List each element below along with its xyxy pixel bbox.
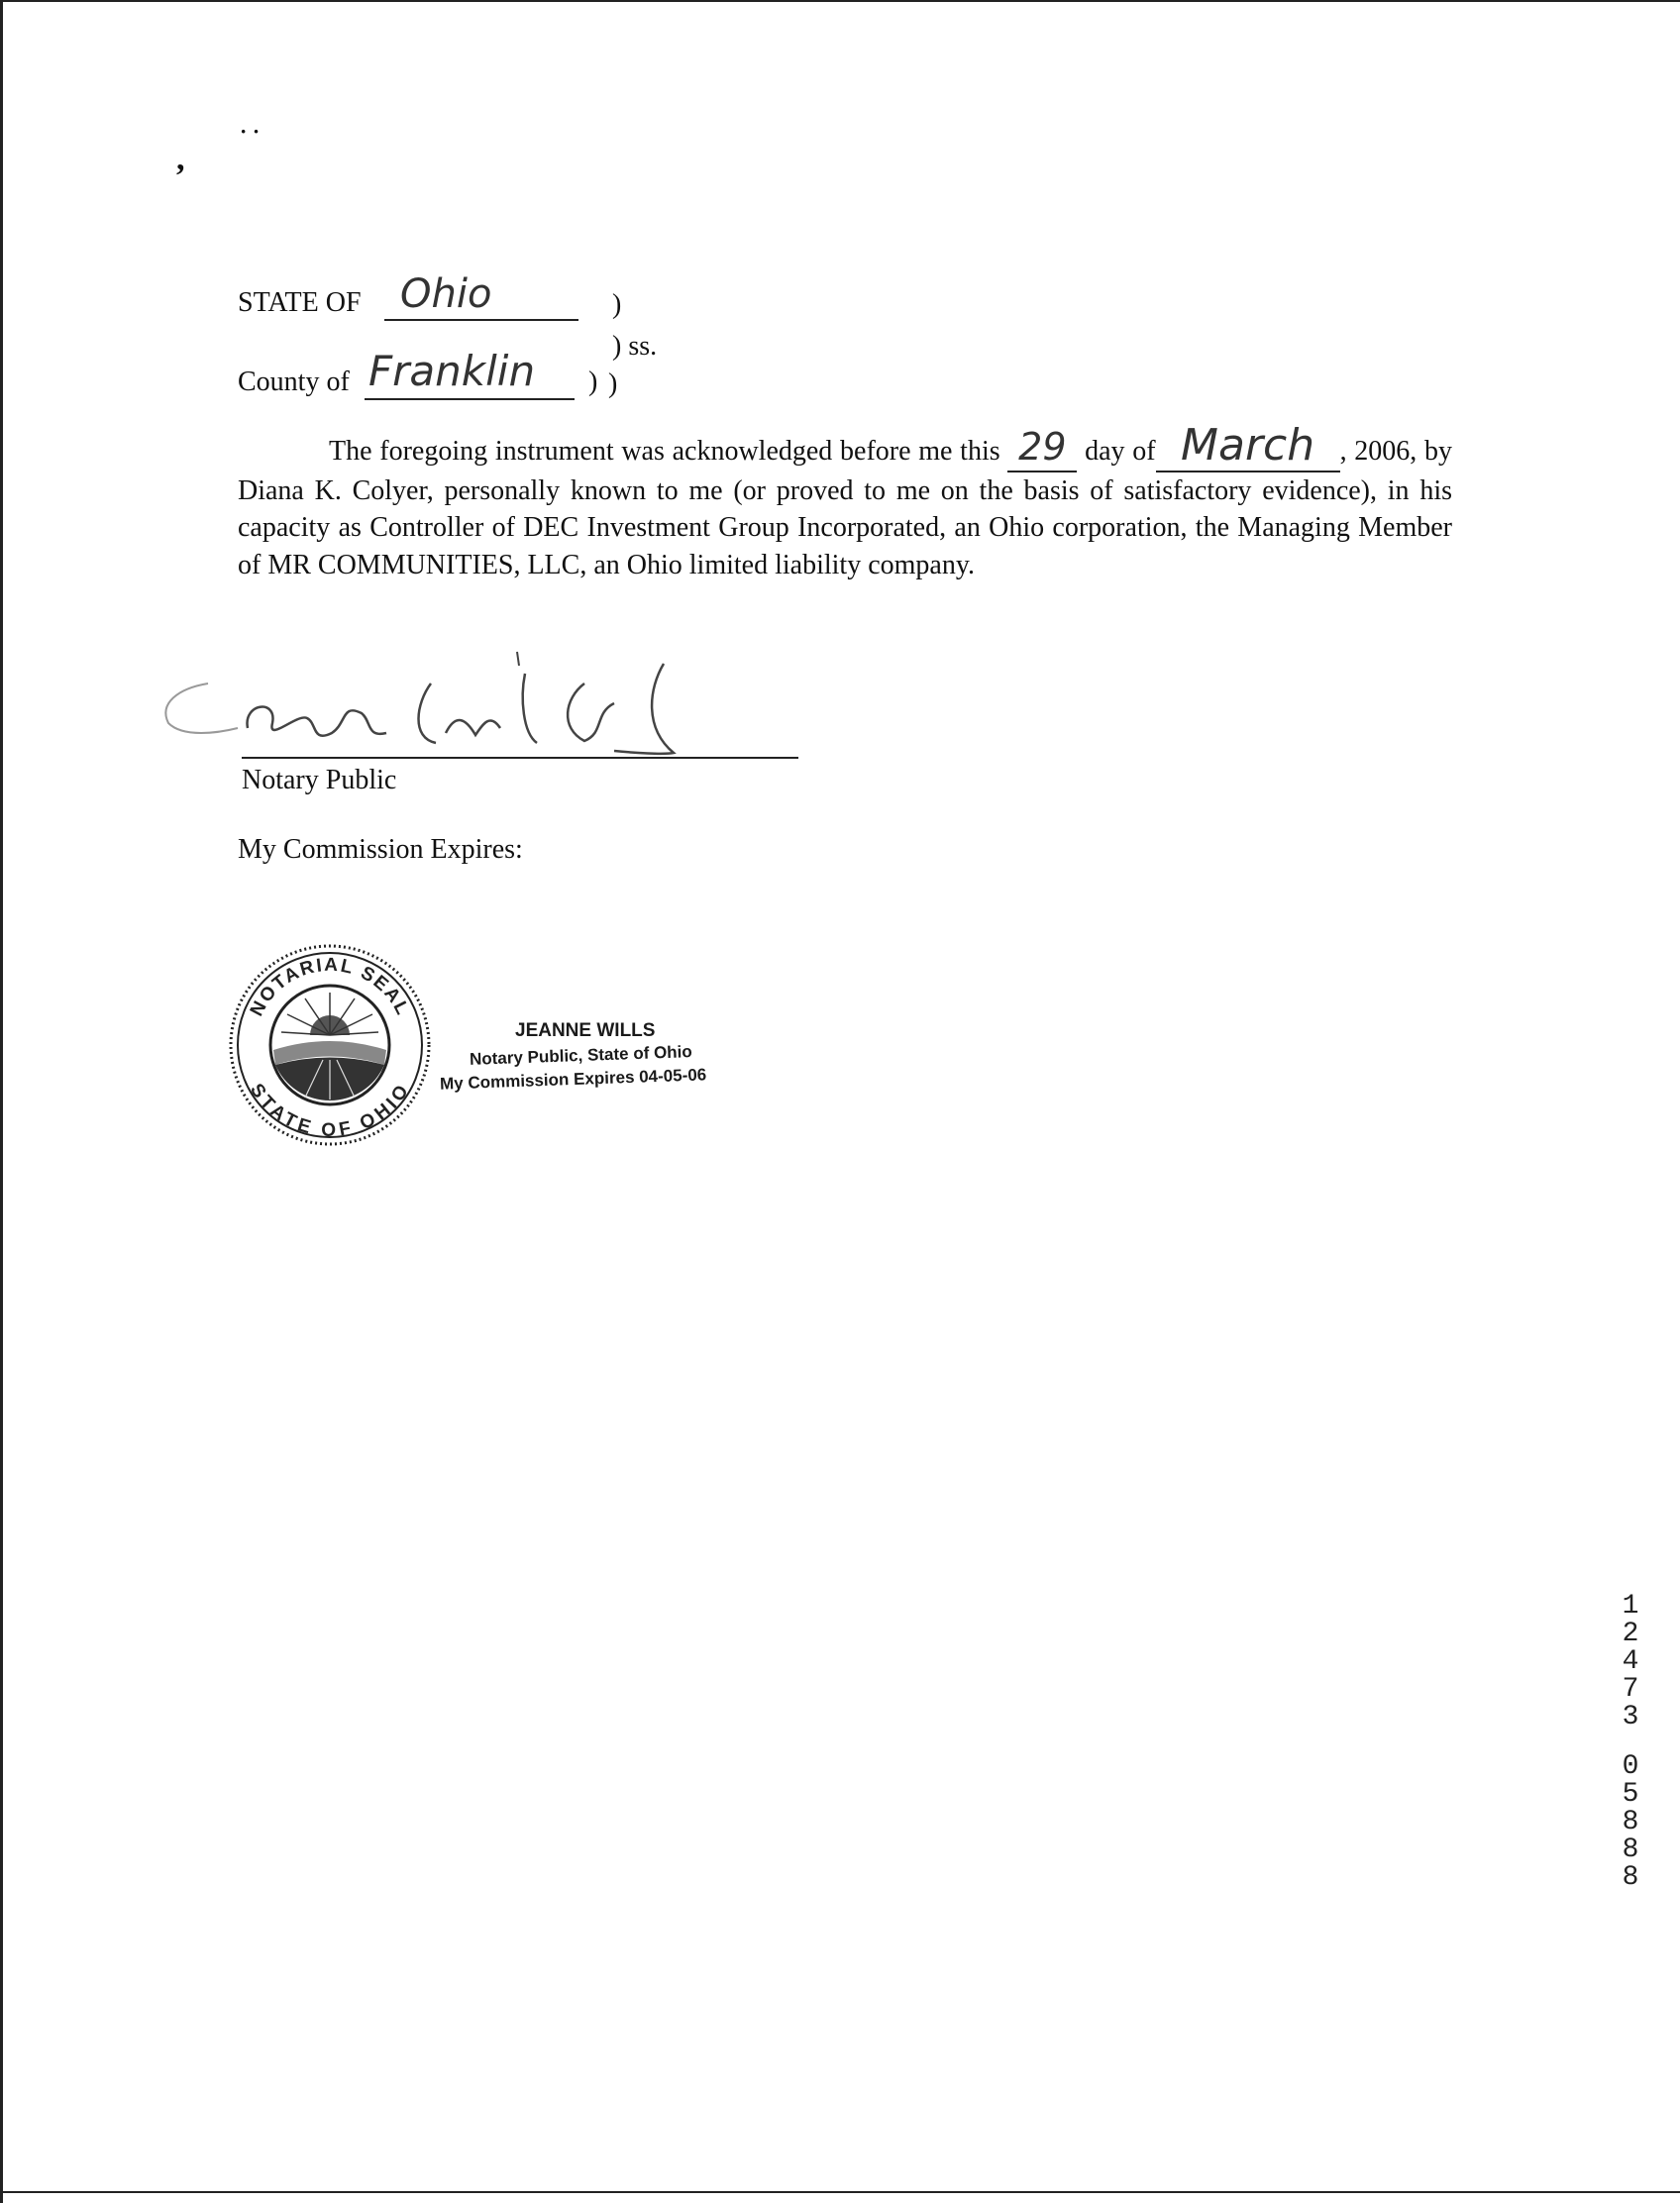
ss-marker: ) ss. bbox=[612, 331, 658, 362]
ack-text-3: , 2006, by Diana K. Colyer, personally known to me (or proved to me on the basis of satisfactory evidence), in his capacity as Controller of DEC Investment Group Incorporated, an Ohio corporation, the Managing Member of MR COMMUNITIES, LLC, an Ohio limited liability company. bbox=[238, 436, 1453, 580]
notarial-seal bbox=[226, 941, 434, 1149]
docnum-digit: 1 bbox=[1622, 1591, 1639, 1622]
scan-mark: , bbox=[176, 141, 185, 177]
notary-title: Notary Public, State of Ohio bbox=[469, 1042, 693, 1069]
state-handwritten-value: Ohio bbox=[400, 271, 492, 317]
docnum-digit: 4 bbox=[1622, 1646, 1639, 1677]
paren: ) bbox=[612, 289, 622, 320]
seal-top-text: NOTARIAL SEAL bbox=[246, 954, 414, 1020]
county-blank bbox=[365, 398, 575, 400]
docnum-digit: 5 bbox=[1622, 1779, 1639, 1810]
docnum-digit: 8 bbox=[1622, 1807, 1639, 1837]
county-handwritten-value: Franklin bbox=[368, 347, 536, 395]
docnum-digit: 2 bbox=[1622, 1619, 1639, 1649]
document-number bbox=[1617, 1593, 1644, 1892]
day-handwritten: 29 bbox=[1018, 425, 1067, 469]
scan-border-top bbox=[0, 0, 1680, 2]
docnum-digit: 3 bbox=[1622, 1702, 1639, 1732]
month-handwritten: March bbox=[1181, 420, 1315, 471]
paren: ) bbox=[588, 367, 598, 397]
state-blank bbox=[384, 319, 578, 321]
seal-bottom-text: STATE OF OHIO bbox=[245, 1080, 414, 1141]
month-blank bbox=[1156, 420, 1340, 472]
notary-name: JEANNE WILLS bbox=[515, 1020, 656, 1041]
scan-border-left bbox=[0, 0, 3, 2203]
day-blank bbox=[1007, 425, 1077, 472]
county-label: County of bbox=[238, 367, 350, 397]
acknowledgment-paragraph bbox=[238, 420, 1453, 583]
docnum-digit: 7 bbox=[1622, 1674, 1639, 1705]
docnum-digit: 8 bbox=[1622, 1862, 1639, 1893]
scan-mark: · · bbox=[240, 119, 261, 144]
signature-line bbox=[242, 757, 798, 759]
docnum-gap bbox=[1617, 1731, 1644, 1753]
ack-text-2: day of bbox=[1085, 436, 1156, 467]
docnum-digit: 0 bbox=[1622, 1751, 1639, 1782]
docnum-digit: 8 bbox=[1622, 1835, 1639, 1865]
notary-expiration: My Commission Expires 04-05-06 bbox=[439, 1065, 707, 1094]
state-label: STATE OF bbox=[238, 287, 362, 318]
notary-signature bbox=[149, 644, 703, 763]
notary-public-label: Notary Public bbox=[242, 765, 397, 795]
commission-expires-label: My Commission Expires: bbox=[238, 834, 523, 865]
seal-emblem bbox=[273, 993, 386, 1101]
ack-text-1: The foregoing instrument was acknowledged before me this bbox=[329, 436, 1000, 467]
paren: ) bbox=[608, 368, 618, 399]
scan-border-bottom bbox=[0, 2191, 1680, 2193]
